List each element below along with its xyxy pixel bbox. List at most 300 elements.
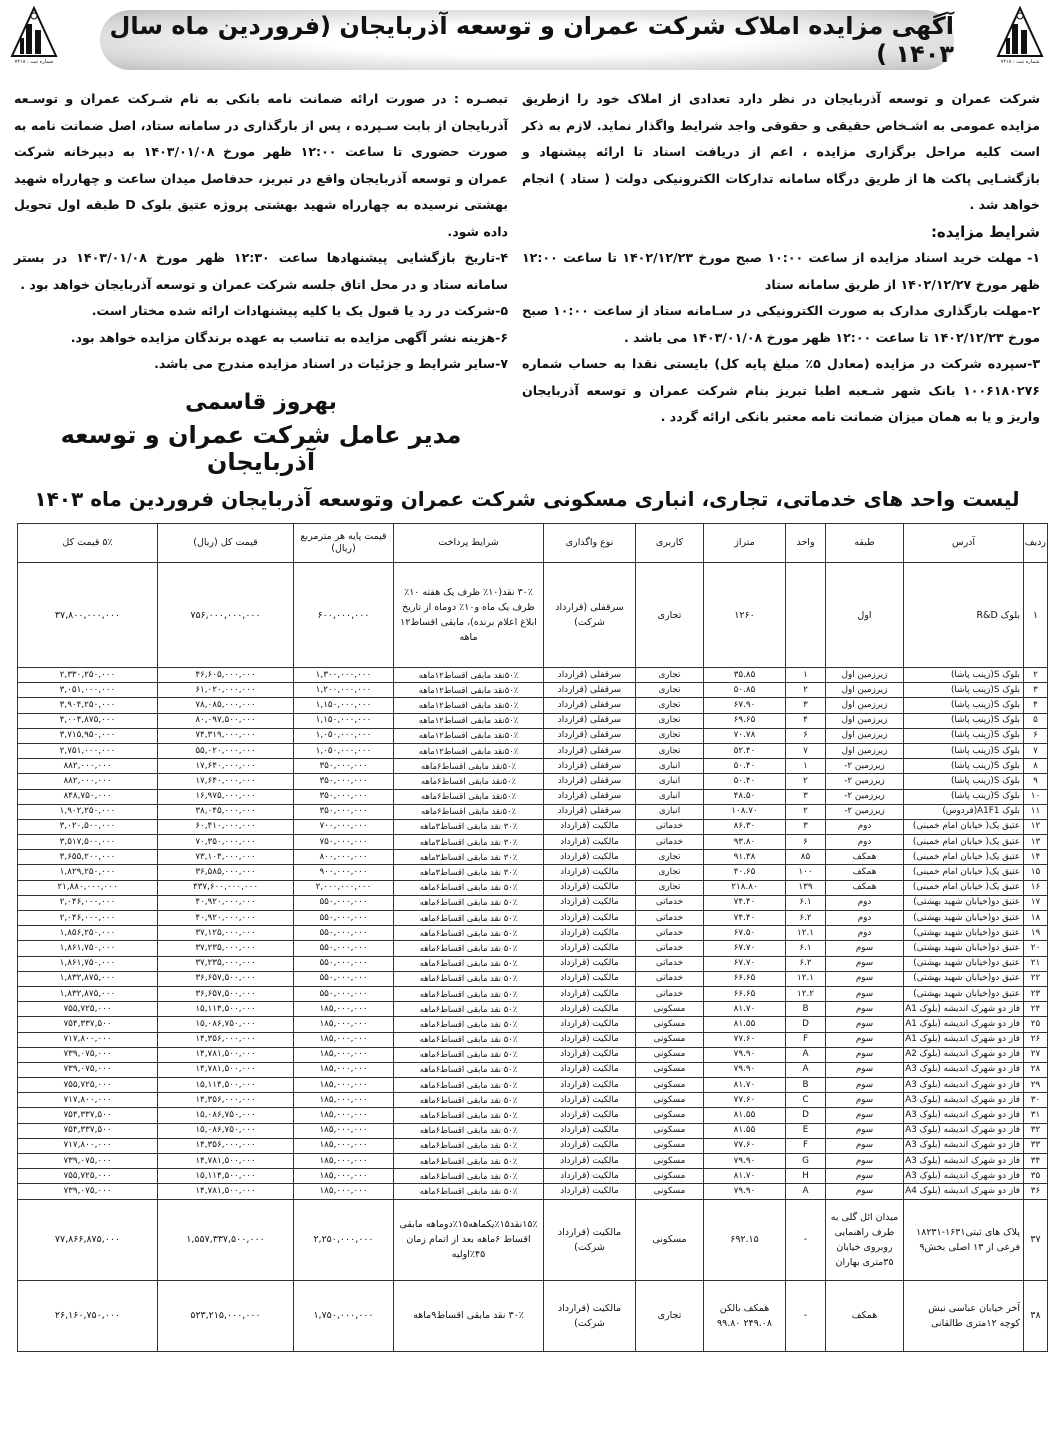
unit-cell: G [786, 1154, 826, 1169]
row-number: ۳۵ [1024, 1169, 1048, 1184]
base-price-cell: ۱۸۵,۰۰۰,۰۰۰ [294, 1047, 394, 1062]
row-number: ۷ [1024, 743, 1048, 758]
base-price-cell: ۱,۰۵۰,۰۰۰,۰۰۰ [294, 743, 394, 758]
address-cell: فاز دو شهرک اندیشه (بلوک A1 [904, 1017, 1024, 1032]
floor-cell: سوم [826, 1108, 904, 1123]
area-cell: ۶۷.۹۰ [704, 698, 786, 713]
deposit-cell: ۷۵۵,۷۲۵,۰۰۰ [18, 1078, 158, 1093]
transfer-type-cell: مالکیت (قرارداد شرکت) [544, 1199, 636, 1280]
base-price-cell: ۱۸۵,۰۰۰,۰۰۰ [294, 1093, 394, 1108]
transfer-type-cell: مالکیت (قرارداد [544, 956, 636, 971]
base-price-cell: ۱۸۵,۰۰۰,۰۰۰ [294, 1062, 394, 1077]
address-cell: بلوک S(زینب پاشا) [904, 728, 1024, 743]
total-price-cell: ۴۰,۹۲۰,۰۰۰,۰۰۰ [158, 895, 294, 910]
transfer-type-cell: مالکیت (قرارداد [544, 1047, 636, 1062]
floor-cell: زیرزمین اول [826, 698, 904, 713]
total-price-cell: ۱۴,۷۸۱,۵۰۰,۰۰۰ [158, 1047, 294, 1062]
payment-terms-cell: ۳۰٪ نقد مابقی اقساط۳ماهه [394, 850, 544, 865]
row-number: ۳۶ [1024, 1184, 1048, 1199]
table-row [18, 880, 1048, 895]
row-number: ۲۲ [1024, 971, 1048, 986]
usage-cell: خدماتی [636, 895, 704, 910]
table-body [18, 563, 1048, 1352]
table-row [18, 1093, 1048, 1108]
address-cell: فاز دو شهرک اندیشه (بلوک A1 [904, 1032, 1024, 1047]
transfer-type-cell: مالکیت (قرارداد [544, 1108, 636, 1123]
address-cell: عتیق دو(خیابان شهید بهشتی) [904, 911, 1024, 926]
deposit-cell: ۷۳۹,۰۷۵,۰۰۰ [18, 1062, 158, 1077]
condition-6: ۶-هزینه نشر آگهی مزایده به تناسب به عهده برندگان مزایده خواهد بود. [70, 329, 508, 345]
transfer-type-cell: مالکیت (قرارداد [544, 971, 636, 986]
area-cell: ۷۷.۶۰ [704, 1093, 786, 1108]
floor-cell: سوم [826, 971, 904, 986]
table-row [18, 1108, 1048, 1123]
table-row [18, 819, 1048, 834]
usage-cell: مسکونی [636, 1138, 704, 1153]
transfer-type-cell: مالکیت (قرارداد [544, 819, 636, 834]
table-row [18, 1017, 1048, 1032]
usage-cell: تجاری [636, 683, 704, 698]
row-number: ۵ [1024, 713, 1048, 728]
unit-cell: F [786, 1032, 826, 1047]
usage-cell: مسکونی [636, 1199, 704, 1280]
usage-cell: مسکونی [636, 1032, 704, 1047]
total-price-cell: ۴۳۷,۶۰۰,۰۰۰,۰۰۰ [158, 880, 294, 895]
row-number: ۱۲ [1024, 819, 1048, 834]
area-cell: ۷۹.۹۰ [704, 1154, 786, 1169]
unit-cell: ۶.۲ [786, 911, 826, 926]
unit-cell: - [786, 1199, 826, 1280]
deposit-cell: ۳,۰۵۱,۰۰۰,۰۰۰ [18, 683, 158, 698]
row-number: ۳۴ [1024, 1154, 1048, 1169]
deposit-cell: ۲,۰۴۶,۰۰۰,۰۰۰ [18, 911, 158, 926]
table-row [18, 895, 1048, 910]
table-title: لیست واحد های خدماتی، تجاری، انباری مسکونی شرکت عمران وتوسعه آذربایجان فروردین ماه ۱۴۰۳ [34, 487, 1020, 511]
row-number: ۱۵ [1024, 865, 1048, 880]
payment-terms-cell: ۵۰٪نقد مابقی اقساط۶ماهه [394, 759, 544, 774]
floor-cell: دوم [826, 895, 904, 910]
floor-cell: دوم [826, 926, 904, 941]
usage-cell: مسکونی [636, 1047, 704, 1062]
payment-terms-cell: ۵۰٪ نقد مابقی اقساط۶ماهه [394, 1017, 544, 1032]
area-cell: ۸۱.۷۰ [704, 1002, 786, 1017]
floor-cell: زیرزمین ۲- [826, 774, 904, 789]
table-row [18, 1280, 1048, 1351]
area-cell: همکف بالکن ۲۴۹.۰۸ ۹۹.۸۰ [704, 1280, 786, 1351]
floor-cell: همکف [826, 865, 904, 880]
base-price-cell: ۱,۲۰۰,۰۰۰,۰۰۰ [294, 683, 394, 698]
usage-cell: تجاری [636, 850, 704, 865]
unit-cell: ۲ [786, 804, 826, 819]
payment-terms-cell: ۳۰٪ نقد مابقی اقساط۹ماهه [394, 1280, 544, 1351]
total-price-cell: ۳۷,۲۳۵,۰۰۰,۰۰۰ [158, 941, 294, 956]
signer-name: بهروز قاسمی [185, 389, 337, 415]
title-banner [100, 10, 954, 70]
address-cell: آخر خیابان عباسی نبش کوچه ۱۲متری طالقانی [904, 1280, 1024, 1351]
base-price-cell: ۵۵۰,۰۰۰,۰۰۰ [294, 911, 394, 926]
row-number: ۲۹ [1024, 1078, 1048, 1093]
deposit-cell: ۲,۷۵۱,۰۰۰,۰۰۰ [18, 743, 158, 758]
base-price-cell: ۳۵۰,۰۰۰,۰۰۰ [294, 804, 394, 819]
transfer-type-cell: مالکیت (قرارداد [544, 1032, 636, 1047]
address-cell: عتیق یک( خیابان امام خمینی) [904, 880, 1024, 895]
area-cell: ۵۰.۸۵ [704, 683, 786, 698]
area-cell: ۶۷.۵۰ [704, 926, 786, 941]
area-cell: ۸۱.۵۵ [704, 1123, 786, 1138]
deposit-cell: ۱,۸۳۲,۸۷۵,۰۰۰ [18, 971, 158, 986]
floor-cell: سوم [826, 1184, 904, 1199]
guarantee-note: تبصـره : در صورت ارائه ضمانت نامه بانکی به نام شـرکت عمران و توسـعه آذربایجان از بابت سـپرده ، پس از بارگذاری در سامانه ستاد، اصل ضمانت نامه به صورت حضوری تا ساعت ۱۲:۰۰ ظهر مورخ ۱۴۰۳/۰۱/۰۸ به دبیرخانه شرکت عمران و توسعه آذربایجان واقع در تبریز، حدفاصل میدان ساعت و چهارراه شهید بهشتی نرسیده به چهارراه شهید بهشتی پروژه عتیق بلوک D طبقه اول تحویل داده شود. [14, 91, 509, 239]
address-cell: عتیق یک( خیابان امام خمینی) [904, 850, 1024, 865]
area-cell: ۱۲۶۰ [704, 563, 786, 668]
area-cell: ۸۱.۷۰ [704, 1078, 786, 1093]
floor-cell: میدان ائل گلی به طرف راهنمایی روبروی خیابان ۳۵متری بهاران [826, 1199, 904, 1280]
address-cell: بلوک S(زینب پاشا) [904, 789, 1024, 804]
floor-cell: دوم [826, 835, 904, 850]
address-cell: فاز دو شهرک اندیشه (بلوک A3 [904, 1169, 1024, 1184]
address-cell: فاز دو شهرک اندیشه (بلوک A1 [904, 1002, 1024, 1017]
row-number: ۲۰ [1024, 941, 1048, 956]
transfer-type-cell: سرقفلی (قرارداد [544, 804, 636, 819]
row-number: ۱۱ [1024, 804, 1048, 819]
header-cell: طبقه [826, 524, 904, 563]
header-cell: آدرس [904, 524, 1024, 563]
deposit-cell: ۳۷,۸۰۰,۰۰۰,۰۰۰ [18, 563, 158, 668]
transfer-type-cell: مالکیت (قرارداد [544, 1154, 636, 1169]
base-price-cell: ۱۸۵,۰۰۰,۰۰۰ [294, 1169, 394, 1184]
usage-cell: مسکونی [636, 1002, 704, 1017]
usage-cell: انباری [636, 789, 704, 804]
table-row [18, 668, 1048, 683]
unit-cell: A [786, 1062, 826, 1077]
unit-cell: - [786, 1280, 826, 1351]
table-row [18, 804, 1048, 819]
condition-7: ۷-سایر شرایط و جزئیات در اسناد مزایده مندرج می باشد. [154, 356, 508, 371]
usage-cell: مسکونی [636, 1154, 704, 1169]
floor-cell: زیرزمین ۲- [826, 804, 904, 819]
total-price-cell: ۱۶,۹۷۵,۰۰۰,۰۰۰ [158, 789, 294, 804]
payment-terms-cell: ۱۵٪نقد۱۵٪یکماهه۱۵٪دوماهه مابقی اقساط ۶ماهه بعد از اتمام زمان ۴۵٪اولیه [394, 1199, 544, 1280]
table-row [18, 835, 1048, 850]
intro-paragraph: شرکت عمران و توسعه آذربایجان در نظر دارد تعدادی از املاک خود را ازطریق مزایده عمومی به اشـخاص حقیقی و حقوقی واجد شرایط واگذار نماید. لازم به ذکر است کلیه مراحل برگزاری مزایده ، اعم از دریافت اسناد تا ارائه پیشنهاد و بازگشـایی پاکت ها از طریق درگاه سامانه تدارکات الکترونیکی دولت ( ستاد ) انجام خواهد شد . [522, 91, 1040, 212]
transfer-type-cell: مالکیت (قرارداد [544, 1169, 636, 1184]
deposit-cell: ۷۱۷,۸۰۰,۰۰۰ [18, 1138, 158, 1153]
payment-terms-cell: ۵۰٪ نقد مابقی اقساط۶ماهه [394, 1154, 544, 1169]
floor-cell: سوم [826, 941, 904, 956]
header-cell: شرایط پرداخت [394, 524, 544, 563]
address-cell: فاز دو شهرک اندیشه (بلوک A3 [904, 1078, 1024, 1093]
table-row [18, 971, 1048, 986]
deposit-cell: ۷۱۷,۸۰۰,۰۰۰ [18, 1032, 158, 1047]
transfer-type-cell: مالکیت (قرارداد [544, 1138, 636, 1153]
deposit-cell: ۱,۸۶۱,۷۵۰,۰۰۰ [18, 956, 158, 971]
header-cell: ۵٪ قیمت کل [18, 524, 158, 563]
address-cell: بلوک S(زینب پاشا) [904, 683, 1024, 698]
area-cell: ۸۱.۵۵ [704, 1108, 786, 1123]
floor-cell: سوم [826, 1169, 904, 1184]
row-number: ۱۴ [1024, 850, 1048, 865]
floor-cell: زیرزمین ۲- [826, 789, 904, 804]
total-price-cell: ۵۲۳,۲۱۵,۰۰۰,۰۰۰ [158, 1280, 294, 1351]
deposit-cell: ۳,۶۵۵,۲۰۰,۰۰۰ [18, 850, 158, 865]
unit-cell: ۳ [786, 698, 826, 713]
base-price-cell: ۱۸۵,۰۰۰,۰۰۰ [294, 1002, 394, 1017]
floor-cell: اول [826, 563, 904, 668]
row-number: ۲۶ [1024, 1032, 1048, 1047]
row-number: ۱۶ [1024, 880, 1048, 895]
row-number: ۹ [1024, 774, 1048, 789]
usage-cell: خدماتی [636, 819, 704, 834]
usage-cell: تجاری [636, 1280, 704, 1351]
unit-cell: ۴ [786, 713, 826, 728]
payment-terms-cell: ۳۰٪ نقد(۱۰٪ ظرف یک هفته ۱۰٪ ظرف یک ماه و۱۰٪ دوماه از تاریخ ابلاغ اعلام برنده)، مابقی اقساط۱۲ ماهه [394, 563, 544, 668]
table-row [18, 563, 1048, 668]
deposit-cell: ۱,۹۰۲,۲۵۰,۰۰۰ [18, 804, 158, 819]
unit-cell: A [786, 1184, 826, 1199]
usage-cell: تجاری [636, 713, 704, 728]
total-price-cell: ۱۴,۳۵۶,۰۰۰,۰۰۰ [158, 1032, 294, 1047]
floor-cell: زیرزمین اول [826, 683, 904, 698]
area-cell: ۶۶.۶۵ [704, 986, 786, 1001]
table-row [18, 865, 1048, 880]
floor-cell: همکف [826, 850, 904, 865]
area-cell: ۹۱.۳۸ [704, 850, 786, 865]
total-price-cell: ۱۵,۰۸۶,۷۵۰,۰۰۰ [158, 1108, 294, 1123]
floor-cell: همکف [826, 1280, 904, 1351]
total-price-cell: ۳۶,۶۵۷,۵۰۰,۰۰۰ [158, 971, 294, 986]
address-cell: بلوک A1F1(فردوس) [904, 804, 1024, 819]
usage-cell: مسکونی [636, 1123, 704, 1138]
usage-cell: تجاری [636, 668, 704, 683]
transfer-type-cell: مالکیت (قرارداد [544, 1002, 636, 1017]
address-cell: عتیق دو(خیابان شهید بهشتی) [904, 895, 1024, 910]
payment-terms-cell: ۵۰٪ نقد مابقی اقساط۶ماهه [394, 971, 544, 986]
payment-terms-cell: ۵۰٪نقد مابقی اقساط۶ماهه [394, 804, 544, 819]
header-cell: کاربری [636, 524, 704, 563]
payment-terms-cell: ۵۰٪ نقد مابقی اقساط۶ماهه [394, 1123, 544, 1138]
total-price-cell: ۳۶,۶۵۷,۵۰۰,۰۰۰ [158, 986, 294, 1001]
row-number: ۳۱ [1024, 1108, 1048, 1123]
unit-cell: ۶.۲ [786, 956, 826, 971]
base-price-cell: ۵۵۰,۰۰۰,۰۰۰ [294, 926, 394, 941]
row-number: ۲۵ [1024, 1017, 1048, 1032]
base-price-cell: ۵۵۰,۰۰۰,۰۰۰ [294, 956, 394, 971]
deposit-cell: ۷۷,۸۶۶,۸۷۵,۰۰۰ [18, 1199, 158, 1280]
base-price-cell: ۵۵۰,۰۰۰,۰۰۰ [294, 895, 394, 910]
floor-cell: زیرزمین ۲- [826, 759, 904, 774]
transfer-type-cell: سرقفلی (قرارداد [544, 668, 636, 683]
row-number: ۱۷ [1024, 895, 1048, 910]
intro-right-column [522, 86, 1040, 431]
deposit-cell: ۸۴۸,۷۵۰,۰۰۰ [18, 789, 158, 804]
usage-cell: تجاری [636, 563, 704, 668]
floor-cell: سوم [826, 1123, 904, 1138]
usage-cell: تجاری [636, 743, 704, 758]
unit-cell: ۶.۱ [786, 895, 826, 910]
deposit-cell: ۷۵۵,۷۲۵,۰۰۰ [18, 1169, 158, 1184]
row-number: ۳ [1024, 683, 1048, 698]
deposit-cell: ۷۱۷,۸۰۰,۰۰۰ [18, 1093, 158, 1108]
area-cell: ۵۲.۴۰ [704, 743, 786, 758]
floor-cell: سوم [826, 1062, 904, 1077]
base-price-cell: ۱۸۵,۰۰۰,۰۰۰ [294, 1078, 394, 1093]
address-cell: عتیق یک( خیابان امام خمینی) [904, 865, 1024, 880]
transfer-type-cell: سرقفلی (قرارداد [544, 743, 636, 758]
usage-cell: مسکونی [636, 1093, 704, 1108]
unit-cell: D [786, 1017, 826, 1032]
address-cell: فاز دو شهرک اندیشه (بلوک A4 [904, 1184, 1024, 1199]
signer-title: مدیر عامل شرکت عمران و توسعه آذربایجان [60, 421, 462, 476]
transfer-type-cell: سرقفلی (قرارداد [544, 759, 636, 774]
payment-terms-cell: ۵۰٪ نقد مابقی اقساط۶ماهه [394, 1002, 544, 1017]
base-price-cell: ۱,۳۰۰,۰۰۰,۰۰۰ [294, 668, 394, 683]
payment-terms-cell: ۵۰٪ نقد مابقی اقساط۶ماهه [394, 1184, 544, 1199]
deposit-cell: ۱,۸۵۶,۲۵۰,۰۰۰ [18, 926, 158, 941]
transfer-type-cell: مالکیت (قرارداد [544, 1062, 636, 1077]
base-price-cell: ۹۰۰,۰۰۰,۰۰۰ [294, 865, 394, 880]
transfer-type-cell: مالکیت (قرارداد [544, 880, 636, 895]
address-cell: بلوک S(زینب پاشا) [904, 713, 1024, 728]
usage-cell: مسکونی [636, 1184, 704, 1199]
address-cell: فاز دو شهرک اندیشه (بلوک A3 [904, 1093, 1024, 1108]
row-number: ۱۳ [1024, 835, 1048, 850]
base-price-cell: ۵۵۰,۰۰۰,۰۰۰ [294, 971, 394, 986]
total-price-cell: ۱۵,۱۱۴,۵۰۰,۰۰۰ [158, 1169, 294, 1184]
floor-cell: سوم [826, 986, 904, 1001]
base-price-cell: ۳۵۰,۰۰۰,۰۰۰ [294, 774, 394, 789]
floor-cell: زیرزمین اول [826, 668, 904, 683]
row-number: ۱ [1024, 563, 1048, 668]
payment-terms-cell: ۵۰٪ نقد مابقی اقساط۶ماهه [394, 926, 544, 941]
address-cell: پلاک های ثبتی۱۶۳۱-۱۸۲۳۱ فرعی از ۱۳ اصلی بخش۹ [904, 1199, 1024, 1280]
deposit-cell: ۷۵۴,۳۳۷,۵۰۰ [18, 1108, 158, 1123]
address-cell: فاز دو شهرک اندیشه (بلوک A3 [904, 1062, 1024, 1077]
usage-cell: تجاری [636, 880, 704, 895]
transfer-type-cell: مالکیت (قرارداد شرکت) [544, 1280, 636, 1351]
company-logo [994, 6, 1046, 66]
total-price-cell: ۱۵,۱۱۴,۵۰۰,۰۰۰ [158, 1078, 294, 1093]
table-row [18, 956, 1048, 971]
address-cell: بلوک S(زینب پاشا) [904, 759, 1024, 774]
condition-3: ۳-سپرده شرکت در مزایده (معادل ۵٪ مبلغ پایه کل) بایستی نقدا به حساب شماره ۱۰۰۶۱۸۰۲۷۶ بانک شهر شـعبه اطبا تبریز بنام شرکت عمران و توسعه آذربایجان واریز و یا به همان میزان ضمانت نامه معتبر بانکی ارائه گردد . [522, 356, 1040, 424]
unit-cell [786, 563, 826, 668]
address-cell: بلوک S(زینب پاشا) [904, 698, 1024, 713]
area-cell: ۶۷.۷۰ [704, 956, 786, 971]
unit-cell: ۱۲.۱ [786, 971, 826, 986]
row-number: ۲ [1024, 668, 1048, 683]
usage-cell: تجاری [636, 728, 704, 743]
area-cell: ۷۹.۹۰ [704, 1184, 786, 1199]
address-cell: عتیق دو(خیابان شهید بهشتی) [904, 926, 1024, 941]
row-number: ۳۰ [1024, 1093, 1048, 1108]
area-cell: ۷۴.۴۰ [704, 895, 786, 910]
area-cell: ۸۱.۷۰ [704, 1169, 786, 1184]
table-row [18, 1154, 1048, 1169]
base-price-cell: ۶۰۰,۰۰۰,۰۰۰ [294, 563, 394, 668]
row-number: ۳۷ [1024, 1199, 1048, 1280]
base-price-cell: ۵۵۰,۰۰۰,۰۰۰ [294, 941, 394, 956]
deposit-cell: ۴,۰۰۴,۸۷۵,۰۰۰ [18, 713, 158, 728]
address-cell: فاز دو شهرک اندیشه (بلوک A3 [904, 1108, 1024, 1123]
transfer-type-cell: مالکیت (قرارداد [544, 926, 636, 941]
floor-cell: سوم [826, 1093, 904, 1108]
total-price-cell: ۷۰,۳۵۰,۰۰۰,۰۰۰ [158, 835, 294, 850]
deposit-cell: ۷۳۹,۰۷۵,۰۰۰ [18, 1154, 158, 1169]
usage-cell: خدماتی [636, 986, 704, 1001]
address-cell: فاز دو شهرک اندیشه (بلوک A2 [904, 1047, 1024, 1062]
area-cell: ۴۰.۶۵ [704, 865, 786, 880]
usage-cell: خدماتی [636, 941, 704, 956]
unit-cell: ۱۲.۱ [786, 926, 826, 941]
total-price-cell: ۷۸,۰۸۵,۰۰۰,۰۰۰ [158, 698, 294, 713]
total-price-cell: ۷۴,۳۱۹,۰۰۰,۰۰۰ [158, 728, 294, 743]
payment-terms-cell: ۵۰٪ نقد مابقی اقساط۶ماهه [394, 1093, 544, 1108]
usage-cell: خدماتی [636, 911, 704, 926]
table-row [18, 941, 1048, 956]
floor-cell: همکف [826, 880, 904, 895]
area-cell: ۵۰.۴۰ [704, 774, 786, 789]
floor-cell: سوم [826, 1002, 904, 1017]
table-row [18, 1199, 1048, 1280]
table-row [18, 850, 1048, 865]
base-price-cell: ۲,۰۰۰,۰۰۰,۰۰۰ [294, 880, 394, 895]
table-row [18, 743, 1048, 758]
unit-cell: A [786, 1047, 826, 1062]
payment-terms-cell: ۵۰٪ نقد مابقی اقساط۶ماهه [394, 1169, 544, 1184]
base-price-cell: ۳۵۰,۰۰۰,۰۰۰ [294, 759, 394, 774]
transfer-type-cell: مالکیت (قرارداد [544, 1123, 636, 1138]
deposit-cell: ۳,۹۰۴,۲۵۰,۰۰۰ [18, 698, 158, 713]
transfer-type-cell: مالکیت (قرارداد [544, 1184, 636, 1199]
payment-terms-cell: ۳۰٪ نقد مابقی اقساط۳ماهه [394, 835, 544, 850]
total-price-cell: ۱,۵۵۷,۳۳۷,۵۰۰,۰۰۰ [158, 1199, 294, 1280]
row-number: ۸ [1024, 759, 1048, 774]
usage-cell: مسکونی [636, 1169, 704, 1184]
header-cell: واحد [786, 524, 826, 563]
base-price-cell: ۳۵۰,۰۰۰,۰۰۰ [294, 789, 394, 804]
payment-terms-cell: ۳۰٪ نقد مابقی اقساط۳ماهه [394, 865, 544, 880]
base-price-cell: ۱۸۵,۰۰۰,۰۰۰ [294, 1123, 394, 1138]
usage-cell: تجاری [636, 698, 704, 713]
base-price-cell: ۲,۲۵۰,۰۰۰,۰۰۰ [294, 1199, 394, 1280]
total-price-cell: ۳۶,۵۸۵,۰۰۰,۰۰۰ [158, 865, 294, 880]
deposit-cell: ۱,۸۲۹,۲۵۰,۰۰۰ [18, 865, 158, 880]
unit-cell: ۱۲.۲ [786, 986, 826, 1001]
payment-terms-cell: ۵۰٪نقد مابقی اقساط۱۲ماهه [394, 743, 544, 758]
table-row [18, 1047, 1048, 1062]
unit-cell: ۷ [786, 743, 826, 758]
area-cell: ۷۴.۴۰ [704, 911, 786, 926]
deposit-cell: ۷۵۴,۳۳۷,۵۰۰ [18, 1123, 158, 1138]
area-cell: ۴۸.۵۰ [704, 789, 786, 804]
address-cell: فاز دو شهرک اندیشه (بلوک A3 [904, 1123, 1024, 1138]
unit-cell: ۲ [786, 774, 826, 789]
deposit-cell: ۸۸۲,۰۰۰,۰۰۰ [18, 759, 158, 774]
transfer-type-cell: سرقفلی (قرارداد [544, 698, 636, 713]
unit-cell: H [786, 1169, 826, 1184]
header-cell: قیمت پایه هر مترمربع (ریال) [294, 524, 394, 563]
row-number: ۲۷ [1024, 1047, 1048, 1062]
unit-cell: ۶.۱ [786, 941, 826, 956]
payment-terms-cell: ۵۰٪نقد مابقی اقساط۶ماهه [394, 789, 544, 804]
address-cell: عتیق یک( خیابان امام خمینی) [904, 819, 1024, 834]
base-price-cell: ۷۰۰,۰۰۰,۰۰۰ [294, 819, 394, 834]
condition-2: ۲-مهلت بارگذاری مدارک به صورت الکترونیکی در سـامانه ستاد از ساعت ۱۰:۰۰ صبح مورخ ۱۴۰۲/۱۲/۲۳ تا ساعت ۱۲:۰۰ ظهر مورخ ۱۴۰۳/۰۱/۰۸ می باشد . [522, 303, 1040, 345]
table-row [18, 1138, 1048, 1153]
deposit-cell: ۱,۸۶۱,۷۵۰,۰۰۰ [18, 941, 158, 956]
area-cell: ۷۰.۷۸ [704, 728, 786, 743]
total-price-cell: ۳۸,۰۴۵,۰۰۰,۰۰۰ [158, 804, 294, 819]
